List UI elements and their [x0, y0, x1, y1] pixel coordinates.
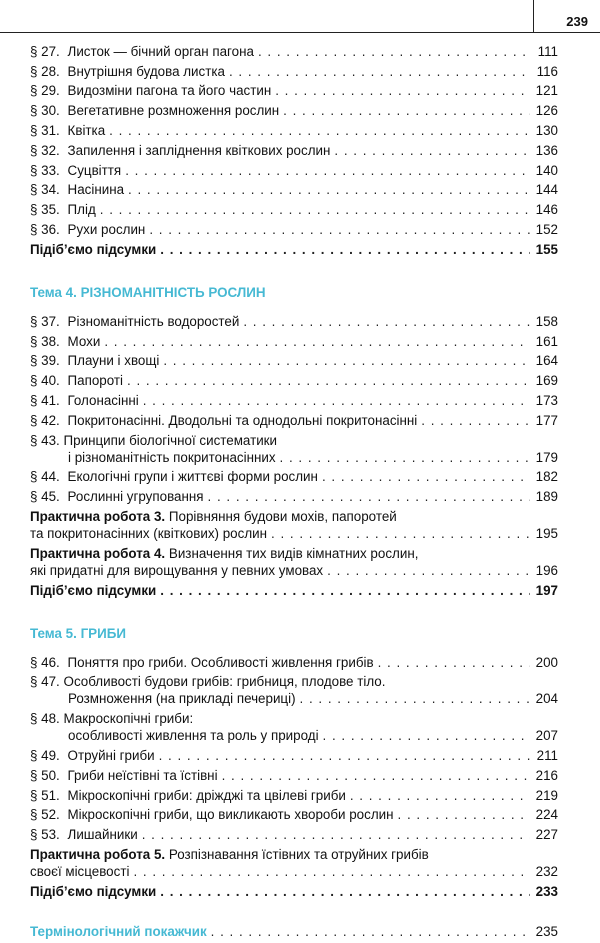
toc-item[interactable] — [30, 122, 558, 139]
practical-label: Практична робота 5. — [30, 846, 166, 862]
toc-sec: § 39. — [30, 353, 60, 369]
toc-page: 200 — [535, 654, 558, 670]
toc-page: 197 — [535, 582, 558, 598]
toc-sec: § 49. — [30, 747, 60, 763]
toc-title: Внутрішня будова листка — [67, 63, 225, 79]
leader-dots — [100, 201, 530, 218]
leader-dots — [334, 142, 529, 159]
toc-page: 179 — [535, 449, 558, 465]
toc-item[interactable] — [30, 806, 558, 823]
toc-page: 121 — [535, 83, 558, 99]
leader-dots — [208, 488, 530, 505]
toc-page: 169 — [535, 373, 558, 389]
toc-item[interactable] — [30, 142, 558, 159]
toc-item[interactable] — [30, 221, 558, 238]
toc-page: 227 — [535, 827, 558, 843]
toc-item[interactable] — [30, 201, 558, 218]
toc-page: 195 — [535, 525, 558, 541]
toc-page: 219 — [535, 787, 558, 803]
toc-sec: § 31. — [30, 122, 60, 138]
toc-page: 216 — [535, 767, 558, 783]
toc-title: Мікроскопічні гриби, що викликають хвороби рослин — [67, 807, 394, 823]
leader-dots — [149, 221, 529, 238]
leader-dots — [300, 690, 530, 707]
toc-title: Запилення і запліднення квіткових рослин — [67, 142, 331, 158]
toc-line2: та покритонасінних (квіткових) рослин — [30, 525, 268, 541]
toc-sec: § 41. — [30, 392, 60, 408]
toc-item[interactable] — [30, 82, 558, 99]
toc-item-s48[interactable] — [30, 710, 558, 744]
toc-item[interactable] — [30, 468, 558, 485]
toc-page: 152 — [535, 221, 558, 237]
toc-summary-1[interactable] — [30, 241, 558, 258]
toc-sec: § 34. — [30, 182, 60, 198]
toc-terms-index[interactable] — [30, 923, 558, 940]
toc-page: 126 — [535, 103, 558, 119]
toc-item[interactable] — [30, 162, 558, 179]
toc-title: Видозміни пагона та його частин — [67, 83, 272, 99]
leader-dots — [160, 883, 529, 900]
toc-sec: § 33. — [30, 162, 60, 178]
leader-dots — [258, 43, 530, 60]
leader-dots — [104, 333, 529, 350]
toc-sec: § 37. — [30, 313, 60, 329]
theme-5-heading: Тема 5. ГРИБИ — [30, 625, 126, 641]
leader-dots — [350, 787, 530, 804]
toc-page: 235 — [535, 924, 558, 940]
toc-page: 158 — [535, 313, 558, 329]
leader-dots — [229, 63, 530, 80]
toc-page: 111 — [537, 43, 558, 59]
toc-title: Покритонасінні. Дводольні та однодольні покритонасінні — [67, 412, 418, 428]
leader-dots — [378, 654, 530, 671]
practical-label: Практична робота 3. — [30, 508, 166, 524]
toc-page: 196 — [535, 562, 558, 578]
toc-item[interactable] — [30, 488, 558, 505]
toc-sec: § 30. — [30, 103, 60, 119]
toc-sec: § 32. — [30, 142, 60, 158]
leader-dots — [243, 313, 529, 330]
toc-title: Плауни і хвощі — [67, 353, 160, 369]
leader-dots — [125, 162, 529, 179]
toc-item[interactable] — [30, 372, 558, 389]
toc-summary-label: Підіб’ємо підсумки — [30, 582, 157, 598]
toc-line1: Визначення тих видів кімнатних рослин, — [168, 545, 419, 561]
leader-dots — [143, 392, 530, 409]
table-of-contents — [30, 40, 558, 943]
toc-page: 207 — [535, 728, 558, 744]
toc-summary-3[interactable] — [30, 883, 558, 900]
toc-line1: Принципи біологічної систематики — [63, 432, 278, 448]
toc-sec: § 45. — [30, 489, 60, 505]
toc-sec: § 52. — [30, 807, 60, 823]
toc-page: 189 — [535, 489, 558, 505]
toc-sec: § 29. — [30, 83, 60, 99]
toc-page: 182 — [535, 469, 558, 485]
toc-sec: § 28. — [30, 63, 60, 79]
toc-summary-label: Підіб’ємо підсумки — [30, 241, 157, 257]
toc-item[interactable] — [30, 43, 558, 60]
toc-item[interactable] — [30, 63, 558, 80]
leader-dots — [109, 122, 530, 139]
toc-title: Листок — бічний орган пагона — [67, 43, 254, 59]
leader-dots — [327, 562, 530, 579]
toc-sec: § 36. — [30, 221, 60, 237]
leader-dots — [398, 806, 530, 823]
toc-page: 136 — [535, 142, 558, 158]
toc-item-s47[interactable] — [30, 673, 558, 707]
toc-item[interactable] — [30, 767, 558, 784]
toc-title: Різноманітність водоростей — [67, 313, 240, 329]
leader-dots — [160, 241, 529, 258]
toc-line2: і різноманітність покритонасінних — [68, 449, 276, 465]
leader-dots — [275, 82, 529, 99]
toc-page: 116 — [536, 63, 558, 79]
toc-item[interactable] — [30, 412, 558, 429]
toc-item[interactable] — [30, 102, 558, 119]
toc-block-2 — [30, 313, 558, 429]
header-divider — [533, 0, 534, 33]
toc-page: 164 — [535, 353, 558, 369]
toc-page: 204 — [535, 691, 558, 707]
theme-4-heading: Тема 4. РІЗНОМАНІТНІСТЬ РОСЛИН — [30, 284, 266, 300]
toc-title: Рослинні угруповання — [67, 489, 204, 505]
page-number: 239 — [566, 14, 588, 29]
toc-page: 161 — [535, 333, 558, 349]
toc-page: 173 — [535, 392, 558, 408]
toc-item[interactable] — [30, 313, 558, 330]
toc-practical-4[interactable] — [30, 545, 558, 579]
leader-dots — [163, 352, 529, 369]
toc-summary-2[interactable] — [30, 582, 558, 599]
leader-dots — [222, 767, 530, 784]
toc-item[interactable] — [30, 787, 558, 804]
leader-dots — [142, 826, 530, 843]
toc-title: Квітка — [67, 122, 106, 138]
toc-page: 232 — [535, 863, 558, 879]
toc-sec: § 43. — [30, 432, 60, 448]
toc-line2: які придатні для вирощування у певних умовах — [30, 562, 324, 578]
toc-sec: § 42. — [30, 412, 60, 428]
toc-line2: своєї місцевості — [30, 863, 130, 879]
toc-sec: § 47. — [30, 674, 60, 690]
toc-line1: Порівняння будови мохів, папоротей — [168, 508, 397, 524]
toc-item-s46[interactable] — [30, 654, 558, 671]
leader-dots — [323, 727, 530, 744]
toc-page: 146 — [535, 202, 558, 218]
toc-page: 224 — [535, 807, 558, 823]
leader-dots — [322, 468, 530, 485]
practical-label: Практична робота 4. — [30, 545, 166, 561]
toc-page: 211 — [536, 747, 558, 763]
toc-line1: Особливості будови грибів: грибниця, плодове тіло. — [63, 674, 386, 690]
toc-title: Плід — [67, 202, 96, 218]
leader-dots — [211, 923, 530, 940]
leader-dots — [271, 525, 530, 542]
toc-block-1 — [30, 43, 558, 238]
toc-sec: § 40. — [30, 373, 60, 389]
toc-title: Поняття про гриби. Особливості живлення грибів — [67, 654, 374, 670]
toc-sec: § 38. — [30, 333, 60, 349]
toc-line2: Розмноження (на прикладі печериці) — [68, 691, 296, 707]
toc-sec: § 35. — [30, 202, 60, 218]
toc-line2: особливості живлення та роль у природі — [68, 728, 319, 744]
toc-page: 233 — [535, 883, 558, 899]
toc-page: 130 — [535, 122, 558, 138]
toc-item[interactable] — [30, 826, 558, 843]
toc-line1: Макроскопічні гриби: — [63, 711, 194, 727]
toc-title: Лишайники — [67, 827, 138, 843]
toc-title: Суцвіття — [67, 162, 122, 178]
toc-page: 140 — [535, 162, 558, 178]
toc-page: 177 — [535, 412, 558, 428]
toc-sec: § 44. — [30, 469, 60, 485]
toc-item-s43[interactable] — [30, 432, 558, 466]
leader-dots — [127, 372, 530, 389]
terms-index-label: Термінологічний покажчик — [30, 924, 207, 940]
toc-title: Гриби неїстівні та їстівні — [67, 767, 218, 783]
toc-title: Вегетативне розмноження рослин — [67, 103, 280, 119]
toc-page: 155 — [535, 241, 558, 257]
toc-title: Насінина — [67, 182, 125, 198]
header-rule — [0, 32, 600, 33]
toc-sec: § 48. — [30, 711, 60, 727]
leader-dots — [283, 102, 530, 119]
toc-item[interactable] — [30, 181, 558, 198]
leader-dots — [133, 863, 529, 880]
toc-item[interactable] — [30, 333, 558, 350]
toc-item[interactable] — [30, 392, 558, 409]
toc-sec: § 51. — [30, 787, 60, 803]
toc-title: Екологічні групи і життєві форми рослин — [67, 469, 318, 485]
toc-line1: Розпізнавання їстівних та отруйних грибів — [168, 846, 429, 862]
toc-sec: § 27. — [30, 43, 60, 59]
toc-sec: § 50. — [30, 767, 60, 783]
toc-title: Мохи — [67, 333, 101, 349]
toc-title: Рухи рослин — [67, 221, 146, 237]
toc-block-3 — [30, 468, 558, 505]
toc-item[interactable] — [30, 747, 558, 764]
toc-title: Отруйні гриби — [67, 747, 155, 763]
toc-item[interactable] — [30, 352, 558, 369]
leader-dots — [421, 412, 529, 429]
leader-dots — [128, 181, 530, 198]
leader-dots — [159, 747, 530, 764]
toc-sec: § 46. — [30, 654, 60, 670]
leader-dots — [160, 582, 529, 599]
toc-title: Папороті — [67, 373, 124, 389]
leader-dots — [280, 449, 530, 466]
toc-sec: § 53. — [30, 827, 60, 843]
toc-block-4 — [30, 747, 558, 843]
toc-page: 144 — [535, 182, 558, 198]
toc-summary-label: Підіб’ємо підсумки — [30, 883, 157, 899]
toc-practical-3[interactable] — [30, 508, 558, 542]
toc-title: Голонасінні — [67, 392, 139, 408]
toc-title: Мікроскопічні гриби: дріжджі та цвілеві гриби — [67, 787, 346, 803]
